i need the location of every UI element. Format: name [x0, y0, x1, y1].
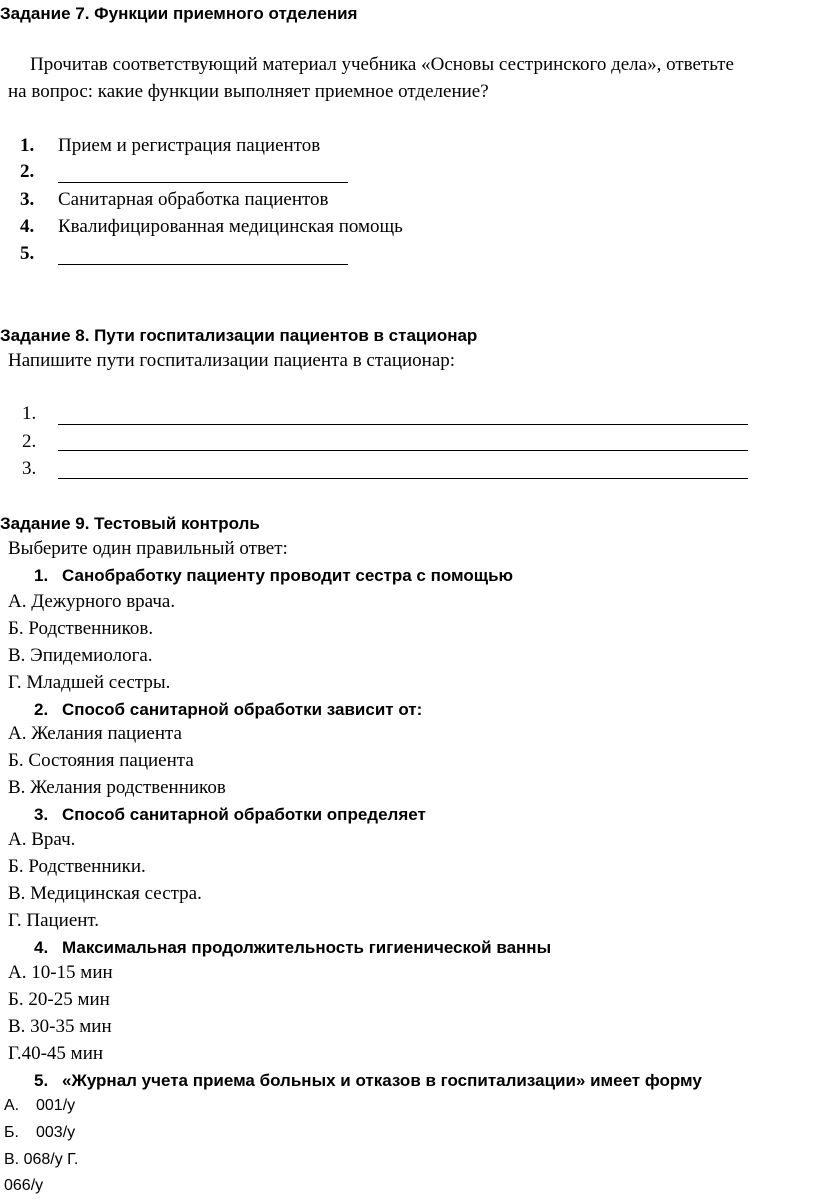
question2-text: Способ санитарной обработки зависит от:: [62, 700, 423, 719]
task7-item1-text: Прием и регистрация пациентов: [58, 135, 321, 156]
question1-number: 1.: [34, 566, 49, 585]
question5-option-d-value[interactable]: 066/у: [4, 1177, 44, 1194]
task7-item4-number: 4.: [20, 216, 35, 237]
question2-option-b[interactable]: Б. Состояния пациента: [8, 750, 194, 771]
question1-option-b[interactable]: Б. Родственников.: [8, 618, 154, 639]
question1-option-c[interactable]: В. Эпидемиолога.: [8, 645, 153, 666]
question1-option-d[interactable]: Г. Младшей сестры.: [8, 672, 171, 693]
question3-option-b[interactable]: Б. Родственники.: [8, 856, 146, 877]
question4-option-c[interactable]: В. 30-35 мин: [8, 1016, 112, 1037]
task9-prompt: Выберите один правильный ответ:: [8, 538, 288, 559]
task7-item2-number: 2.: [20, 161, 35, 182]
question3-text: Способ санитарной обработки определяет: [62, 805, 426, 824]
task8-item3-number: 3.: [22, 458, 37, 479]
task8-item2-answer-blank[interactable]: [58, 450, 748, 451]
question2-option-a[interactable]: А. Желания пациента: [8, 723, 182, 744]
task7-intro-line2: на вопрос: какие функции выполняет приемное отделение?: [8, 81, 489, 102]
question1-option-a[interactable]: А. Дежурного врача.: [8, 591, 176, 612]
question4-number: 4.: [34, 938, 49, 957]
question4-option-d[interactable]: Г.40-45 мин: [8, 1043, 104, 1064]
question5-text: «Журнал учета приема больных и отказов в госпитализации» имеет форму: [62, 1071, 702, 1090]
task7-item1-number: 1.: [20, 135, 35, 156]
question3-number: 3.: [34, 805, 49, 824]
task7-item4-text: Квалифицированная медицинская помощь: [58, 216, 403, 237]
task7-item5-answer-blank[interactable]: [58, 264, 348, 265]
task8-item1-number: 1.: [22, 403, 37, 424]
task8-item2-number: 2.: [22, 431, 37, 452]
task8-item1-answer-blank[interactable]: [58, 424, 748, 425]
question4-text: Максимальная продолжительность гигиенической ванны: [62, 938, 552, 957]
question3-option-c[interactable]: В. Медицинская сестра.: [8, 883, 202, 904]
question3-option-d[interactable]: Г. Пациент.: [8, 910, 100, 931]
task9-title: Задание 9. Тестовый контроль: [0, 514, 260, 533]
question5-number: 5.: [34, 1071, 49, 1090]
task8-title: Задание 8. Пути госпитализации пациентов в стационар: [0, 326, 478, 345]
question5-option-c-d[interactable]: В. 068/у Г.: [4, 1151, 79, 1168]
question3-option-a[interactable]: А. Врач.: [8, 829, 76, 850]
question5-option-b-label: Б.: [4, 1124, 19, 1141]
task8-prompt: Напишите пути госпитализации пациента в стационар:: [8, 350, 456, 371]
question1-text: Санобработку пациенту проводит сестра с помощью: [62, 566, 514, 585]
question4-option-a[interactable]: А. 10-15 мин: [8, 962, 113, 983]
question5-option-b[interactable]: 003/у: [36, 1124, 76, 1141]
question4-option-b[interactable]: Б. 20-25 мин: [8, 989, 110, 1010]
task7-intro-line1: Прочитав соответствующий материал учебника «Основы сестринского дела», ответьте: [30, 54, 734, 75]
task7-item3-text: Санитарная обработка пациентов: [58, 189, 329, 210]
question2-number: 2.: [34, 700, 49, 719]
task7-item5-number: 5.: [20, 243, 35, 264]
task8-item3-answer-blank[interactable]: [58, 478, 748, 479]
task7-item3-number: 3.: [20, 189, 35, 210]
question2-option-c[interactable]: В. Желания родственников: [8, 777, 226, 798]
question5-option-a[interactable]: 001/у: [36, 1097, 76, 1114]
question5-option-a-label: А.: [4, 1097, 20, 1114]
task7-item2-answer-blank[interactable]: [58, 182, 348, 183]
task7-title: Задание 7. Функции приемного отделения: [0, 4, 358, 23]
